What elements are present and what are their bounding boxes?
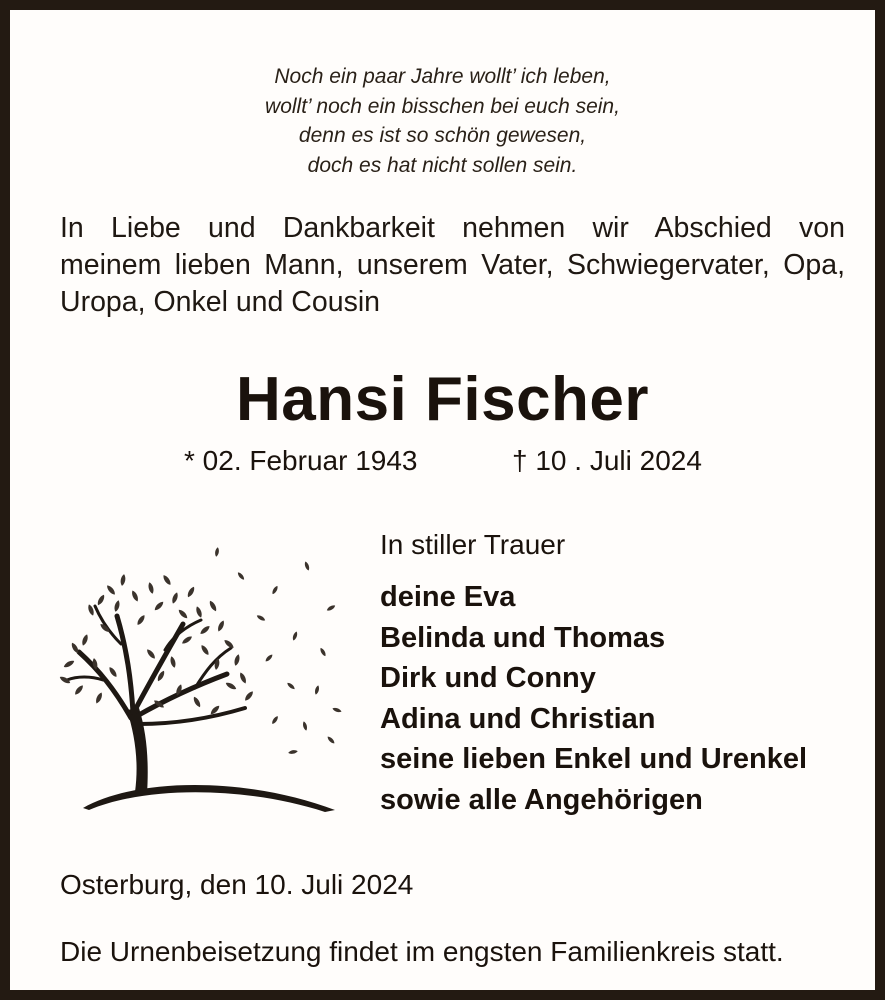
mourning-label: In stiller Trauer — [380, 529, 566, 560]
poem-line: doch es hat nicht sollen sein. — [307, 153, 578, 177]
mourners-list — [380, 577, 807, 820]
intro-line: Uropa, Onkel und Cousin — [60, 286, 381, 318]
intro-line: meinem lieben Mann, unserem Vater, Schwiegervater, Opa, — [60, 249, 845, 281]
mourner-name: Adina und Christian — [380, 702, 656, 735]
place-and-date: Osterburg, den 10. Juli 2024 — [60, 869, 414, 900]
mourner-name: Dirk und Conny — [380, 662, 596, 694]
poem-line: Noch ein paar Jahre wollt’ ich leben, — [274, 65, 611, 88]
mourner-name: Belinda und Thomas — [380, 621, 666, 654]
tree-with-blowing-leaves-icon — [55, 540, 355, 820]
mourner-name: sowie alle Angehörigen — [380, 783, 703, 816]
birth-date: * 02. Februar 1943 — [184, 445, 418, 476]
poem — [10, 62, 875, 180]
deceased-name: Hansi Fischer — [235, 365, 650, 434]
burial-notice: Die Urnenbeisetzung findet im engsten Familienkreis statt. — [60, 936, 784, 967]
intro-text — [60, 210, 845, 321]
mourner-name: seine lieben Enkel und Urenkel — [380, 743, 808, 775]
death-date: † 10 . Juli 2024 — [512, 445, 702, 476]
poem-line: denn es ist so schön gewesen, — [298, 124, 587, 147]
mourner-name: deine Eva — [380, 581, 516, 613]
poem-line: wollt’ noch ein bisschen bei euch sein, — [265, 94, 620, 118]
intro-line: In Liebe und Dankbarkeit nehmen wir Abschied von — [60, 212, 845, 244]
